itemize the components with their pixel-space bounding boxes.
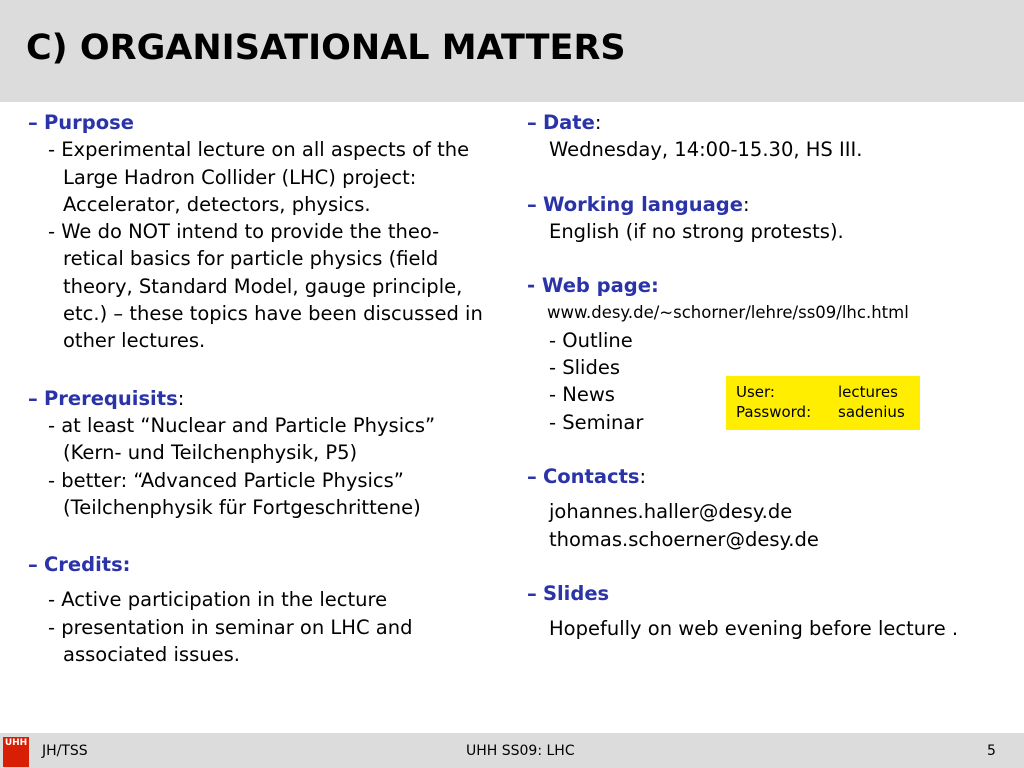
- web-item-news: - News: [549, 383, 615, 407]
- slides-heading: [527, 580, 1007, 607]
- colon: :: [177, 386, 185, 410]
- contacts-heading: [527, 463, 1007, 490]
- bullet-dash: –: [527, 111, 537, 134]
- footer-bar: [0, 733, 1024, 768]
- user-label: User:: [736, 383, 775, 401]
- credits-line: - Active participation in the lecture: [48, 588, 388, 612]
- login-user-row: [736, 382, 920, 402]
- colon: :: [594, 111, 602, 134]
- prereq-line: - better: “Advanced Particle Physics”: [48, 468, 404, 492]
- purpose-line: - We do NOT intend to provide the theo-: [48, 220, 440, 244]
- bullet-dash: –: [527, 192, 537, 216]
- credits-title: Credits:: [43, 553, 131, 577]
- password-label: Password:: [736, 403, 812, 421]
- purpose-line: Accelerator, detectors, physics.: [63, 192, 371, 216]
- left-column: [28, 109, 498, 668]
- web-title: - Web page:: [527, 274, 659, 298]
- credits-heading: [28, 551, 498, 578]
- date-title: Date: [542, 111, 595, 134]
- web-item-slides: - Slides: [549, 356, 620, 380]
- language-line: English (if no strong protests).: [549, 219, 844, 243]
- web-item-seminar: - Seminar: [549, 410, 644, 434]
- prereq-line: (Kern- und Teilchenphysik, P5): [63, 441, 358, 465]
- login-password-row: [736, 402, 920, 422]
- purpose-line: theory, Standard Model, gauge principle,: [63, 274, 463, 298]
- bullet-dash: –: [28, 553, 38, 577]
- colon: :: [639, 464, 647, 488]
- purpose-line: other lectures.: [63, 329, 206, 353]
- slides-title: Slides: [542, 581, 610, 605]
- bullet-dash: –: [527, 464, 537, 488]
- language-title: Working language: [542, 192, 743, 216]
- bullet-dash: –: [527, 581, 537, 605]
- purpose-line: Large Hadron Collider (LHC) project:: [63, 165, 417, 189]
- prereq-heading: [28, 385, 498, 412]
- slide-title: C) ORGANISATIONAL MATTERS: [26, 28, 626, 68]
- title-bar: [0, 0, 1024, 102]
- purpose-line: etc.) – these topics have been discussed in: [63, 302, 483, 326]
- contact-email: thomas.schoerner@desy.de: [549, 527, 819, 551]
- language-heading: [527, 191, 1007, 218]
- prereq-line: (Teilchenphysik für Fortgeschrittene): [63, 495, 421, 519]
- contacts-title: Contacts: [542, 464, 640, 488]
- contact-email: johannes.haller@desy.de: [549, 500, 793, 524]
- slides-line: Hopefully on web evening before lecture .: [549, 617, 959, 641]
- purpose-line: retical basics for particle physics (field: [63, 247, 439, 271]
- colon: :: [742, 192, 750, 216]
- page-number: 5: [987, 743, 996, 759]
- purpose-title: Purpose: [43, 111, 134, 134]
- password-value: sadenius: [838, 403, 905, 421]
- credits-line: associated issues.: [63, 643, 240, 667]
- bullet-dash: –: [28, 386, 38, 410]
- date-line: Wednesday, 14:00-15.30, HS III.: [549, 138, 863, 162]
- footer-course: UHH SS09: LHC: [466, 743, 575, 759]
- bullet-dash: –: [28, 111, 38, 134]
- user-value: lectures: [838, 383, 898, 401]
- prereq-title: Prerequisits: [43, 386, 178, 410]
- purpose-line: - Experimental lecture on all aspects of the: [48, 138, 470, 162]
- purpose-heading: [28, 109, 498, 136]
- web-heading: [527, 272, 1007, 299]
- date-heading: [527, 109, 1007, 136]
- login-info-box: [726, 376, 920, 430]
- credits-line: - presentation in seminar on LHC and: [48, 615, 413, 639]
- web-item-outline: - Outline: [549, 328, 633, 352]
- footer-author: JH/TSS: [42, 743, 88, 759]
- uhh-logo: UHH: [3, 737, 29, 767]
- prereq-line: - at least “Nuclear and Particle Physics”: [48, 413, 436, 437]
- web-url-link[interactable]: www.desy.de/~schorner/lehre/ss09/lhc.html: [547, 303, 909, 323]
